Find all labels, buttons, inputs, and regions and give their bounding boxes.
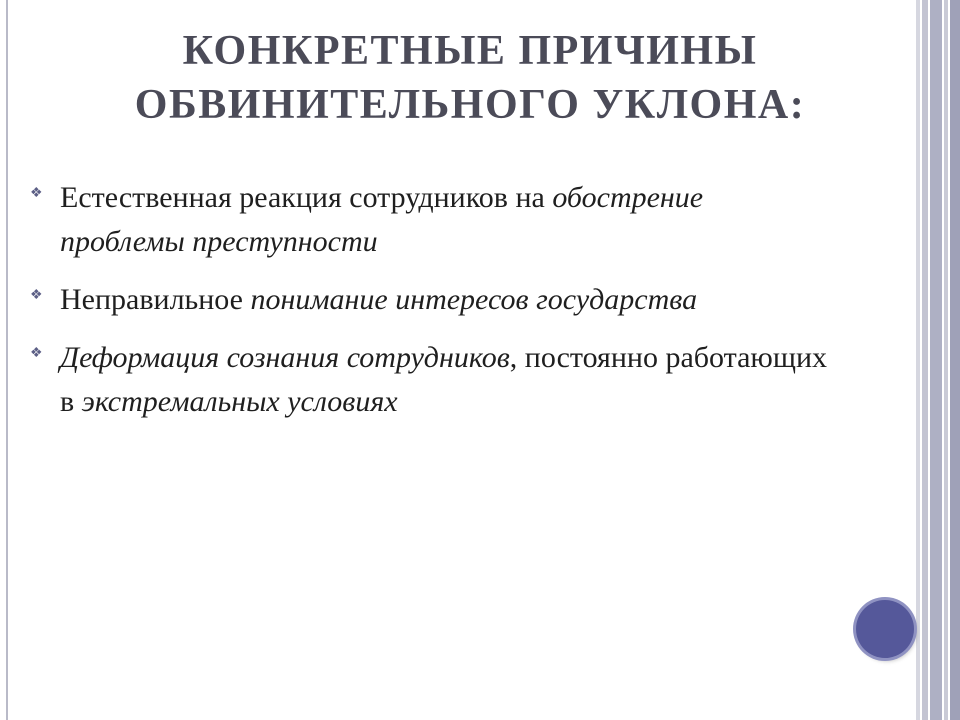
right-band-stripe [922,0,928,720]
bullet-text-italic: экстремальных условиях [81,385,398,418]
bullet-text: Неправильное [60,283,251,316]
bullet-text-italic: обострение проблемы преступности [60,181,704,258]
right-band-stripe [944,0,948,720]
right-band-stripe [950,0,960,720]
diamond-cross-icon: ❖ [30,288,43,303]
decorative-circle [856,600,914,658]
diamond-cross-icon: ❖ [30,186,43,201]
bullet-text: Естественная реакция сотрудников на [60,181,553,214]
slide-title [40,24,900,132]
bullet-item [30,176,830,264]
bullet-list [30,176,830,438]
slide-title-line-2: ОБВИНИТЕЛЬНОГО УКЛОНА: [134,82,806,128]
right-band-stripe [916,0,920,720]
bullet-text-italic: Деформация сознания сотрудников [60,341,510,374]
bullet-item [30,336,830,424]
bullet-text: , постоянно работающих в [60,341,827,418]
slide-title-line-1: КОНКРЕТНЫЕ ПРИЧИНЫ [182,28,758,74]
right-band-stripe [930,0,942,720]
bullet-text-italic: понимание интересов государства [250,283,698,316]
bullet-item [30,278,830,322]
diamond-cross-icon: ❖ [30,346,43,361]
left-rule [6,0,8,720]
